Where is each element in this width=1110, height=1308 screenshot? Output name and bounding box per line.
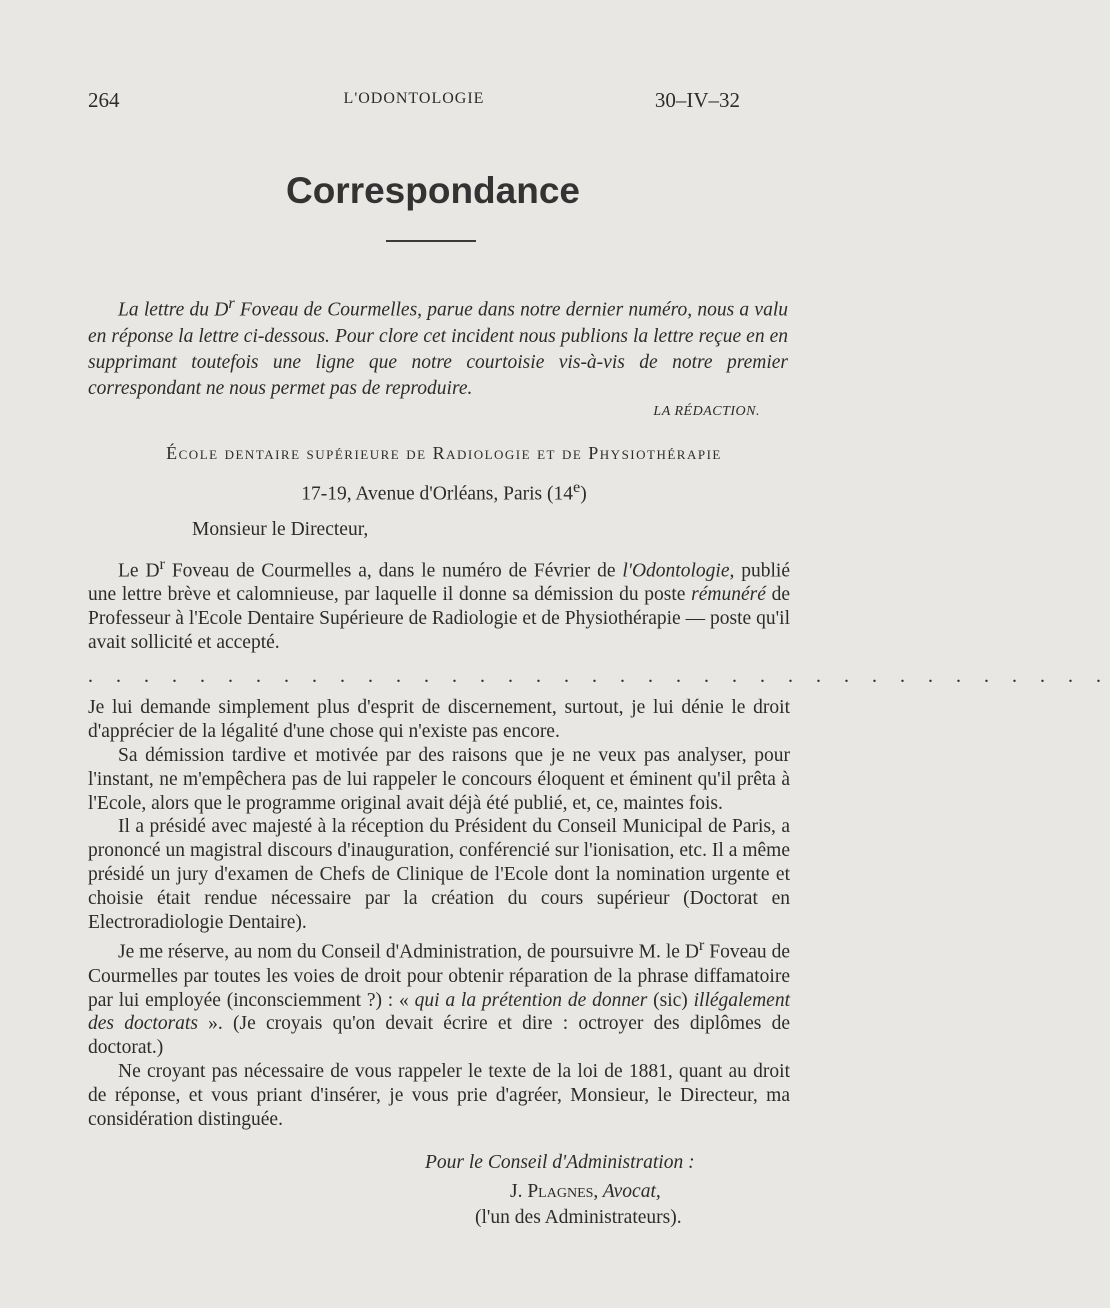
- closing-role-note: (l'un des Administrateurs).: [475, 1207, 682, 1228]
- closing-council-line: Pour le Conseil d'Administration :: [425, 1152, 695, 1173]
- issue-date: 30–IV–32: [654, 88, 740, 112]
- closing-signatory: J. Plagnes, Avocat,: [510, 1181, 661, 1202]
- school-heading: École dentaire supérieure de Radiologie et de Physiothérapie: [166, 443, 722, 463]
- running-header: [88, 88, 740, 114]
- salutation: Monsieur le Directeur,: [192, 519, 369, 540]
- letter-body: [88, 553, 1110, 1131]
- journal-name: L'ODONTOLOGIE: [343, 90, 485, 107]
- page-number: 264: [88, 88, 120, 112]
- letter-paragraph-2: Je lui demande simplement plus d'esprit de discernement, surtout, je lui dénie le droit d'apprécier de la légalité d'une chose qui n'existe pas encore.: [88, 697, 790, 743]
- letter-paragraph-3: Sa démission tardive et motivée par des raisons que je ne veux pas analyser, pour l'instant, ne m'empêchera pas de lui rappeler le concours éloquent et éminent qu'il prêta à l'Ecole, alors que le programme original avait déjà été publié, et, ce, maintes fois.: [88, 745, 790, 814]
- omission-dots: . . . . . . . . . . . . . . . . . . . . . . . . . . . . . . . . . . . . .: [88, 664, 1110, 687]
- page-title: Correspondance: [285, 170, 580, 211]
- redaction-signature: LA RÉDACTION.: [653, 404, 760, 419]
- letter-paragraph-6: Ne croyant pas nécessaire de vous rappeler le texte de la loi de 1881, quant au droit de réponse, et vous priant d'insérer, je vous prie d'agréer, Monsieur, le Directeur, ma considération distinguée.: [88, 1060, 790, 1130]
- letter-paragraph-5: Je me réserve, au nom du Conseil d'Administration, de poursuivre M. le $D^r$ Foveau de Courmelles par toutes les voies de droit pour obtenir réparation de la phrase diffamatoire par lui employée (inconsciemment ?) : « qui a la prétention de donner (sic) illégalement des doctorats ». (Je croyais qu'on devait écrire et dire : octroyer des diplômes de doctorat.): [88, 936, 791, 1059]
- editorial-intro: [88, 290, 788, 402]
- intro-paragraph: La lettre du $D^r$ Foveau de Courmelles, parue dans notre dernier numéro, nous a valu en réponse la lettre ci-dessous. Pour clore cet incident nous publions la lettre reçue en en supprimant toutefois une ligne que notre courtoisie vis-à-vis de notre premier correspondant ne nous permet pas de reproduire.: [88, 294, 788, 399]
- school-address: 17-19, Avenue d'Orléans, Paris (14e): [301, 478, 587, 505]
- letter-paragraph-4: Il a présidé avec majesté à la réception du Président du Conseil Municipal de Paris, a prononcé un magistral discours d'inauguration, conférencié sur l'ionisation, etc. Il a même présidé un jury d'examen de Chefs de Clinique de l'Ecole dont la nomination urgente et choisie était rendue nécessaire par la création du cours supérieur (Doctorat en Electroradiologie Dentaire).: [88, 816, 790, 933]
- letter-paragraph-1: Le $D^r$ Foveau de Courmelles a, dans le numéro de Février de l'Odontologie, publié une lettre brève et calomnieuse, par laquelle il donne sa démission du poste rémunéré de Professeur à l'Ecole Dentaire Supérieure de Radiologie et de Physiothérapie — poste qu'il avait sollicité et accepté.: [88, 555, 790, 653]
- title-divider: [386, 240, 476, 242]
